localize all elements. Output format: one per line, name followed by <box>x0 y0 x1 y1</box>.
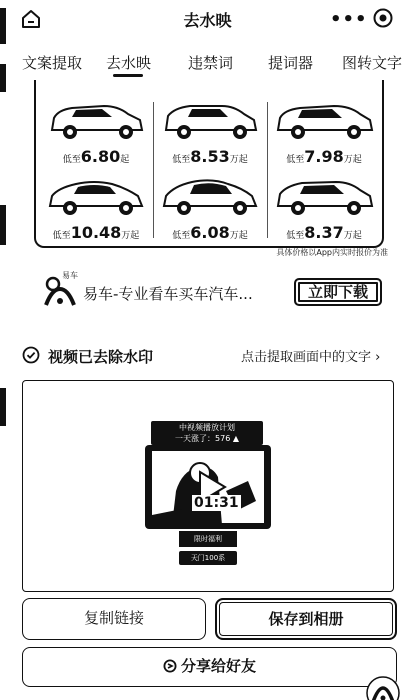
check-circle-icon <box>22 346 40 364</box>
ad-card[interactable] <box>20 80 398 344</box>
car-suv-image <box>270 94 378 144</box>
watermark-status <box>0 346 415 370</box>
share-label: 分享给好友 <box>180 657 256 675</box>
car-price: 低至6.80起 <box>62 147 130 166</box>
active-tab-indicator <box>113 74 143 77</box>
tab-image-to-text[interactable]: 图转文字 <box>342 54 403 72</box>
edge-artifact <box>0 205 6 245</box>
car-tile[interactable] <box>156 170 264 242</box>
top-bar <box>0 0 415 38</box>
tab-copy-extract[interactable]: 文案提取 <box>22 54 83 72</box>
thumb-banner: 中视频播放计划 一天涨了：576 ▲ <box>151 421 263 445</box>
page-title: 去水映 <box>183 11 232 30</box>
car-suv-image <box>42 170 150 220</box>
price-disclaimer: 具体价格以App内实时报价为准 <box>276 248 388 257</box>
floating-logo-icon[interactable] <box>366 676 400 700</box>
thumb-footer: 限时福利 天门100系 <box>179 531 237 569</box>
close-target-icon[interactable] <box>372 7 394 29</box>
car-tile[interactable] <box>270 94 378 166</box>
car-tile[interactable] <box>156 94 264 166</box>
download-button[interactable]: 立即下载 <box>294 278 382 306</box>
car-suv-image <box>42 94 150 144</box>
share-button[interactable] <box>22 647 397 687</box>
thumb-screen <box>145 445 271 529</box>
car-tile[interactable] <box>270 170 378 242</box>
save-to-album-button[interactable]: 保存到相册 <box>215 598 397 640</box>
copy-link-button[interactable]: 复制链接 <box>22 598 206 640</box>
car-suv-image <box>156 170 264 220</box>
ad-brand-label: 易车 <box>62 271 78 280</box>
grid-divider <box>267 102 268 238</box>
car-grid[interactable] <box>34 80 384 248</box>
car-tile[interactable] <box>42 94 150 166</box>
car-tile[interactable] <box>42 170 150 242</box>
edge-artifact <box>0 388 6 426</box>
status-text: 视频已去除水印 <box>48 348 154 366</box>
car-price: 低至6.08万起 <box>172 223 248 242</box>
car-price: 低至10.48万起 <box>52 223 140 242</box>
video-thumbnail <box>145 421 271 571</box>
grid-divider <box>153 102 154 238</box>
tool-tabs <box>0 42 415 82</box>
car-suv-image <box>270 170 378 220</box>
car-price: 低至8.53万起 <box>172 147 248 166</box>
video-preview[interactable] <box>22 380 394 592</box>
tab-banned-words[interactable]: 违禁词 <box>188 54 234 72</box>
car-price: 低至8.37万起 <box>286 223 362 242</box>
car-price: 低至7.98万起 <box>286 147 362 166</box>
car-suv-image <box>156 94 264 144</box>
tab-remove-watermark[interactable]: 去水映 <box>106 54 152 72</box>
ad-description[interactable]: 易车-专业看车买车汽车... <box>83 285 253 303</box>
share-icon <box>163 659 177 673</box>
more-icon[interactable]: ••• <box>330 9 368 30</box>
tab-teleprompter[interactable]: 提词器 <box>268 54 314 72</box>
extract-text-link[interactable]: 点击提取画面中的文字 › <box>241 350 381 365</box>
thumb-score: 01:31 <box>194 495 239 511</box>
